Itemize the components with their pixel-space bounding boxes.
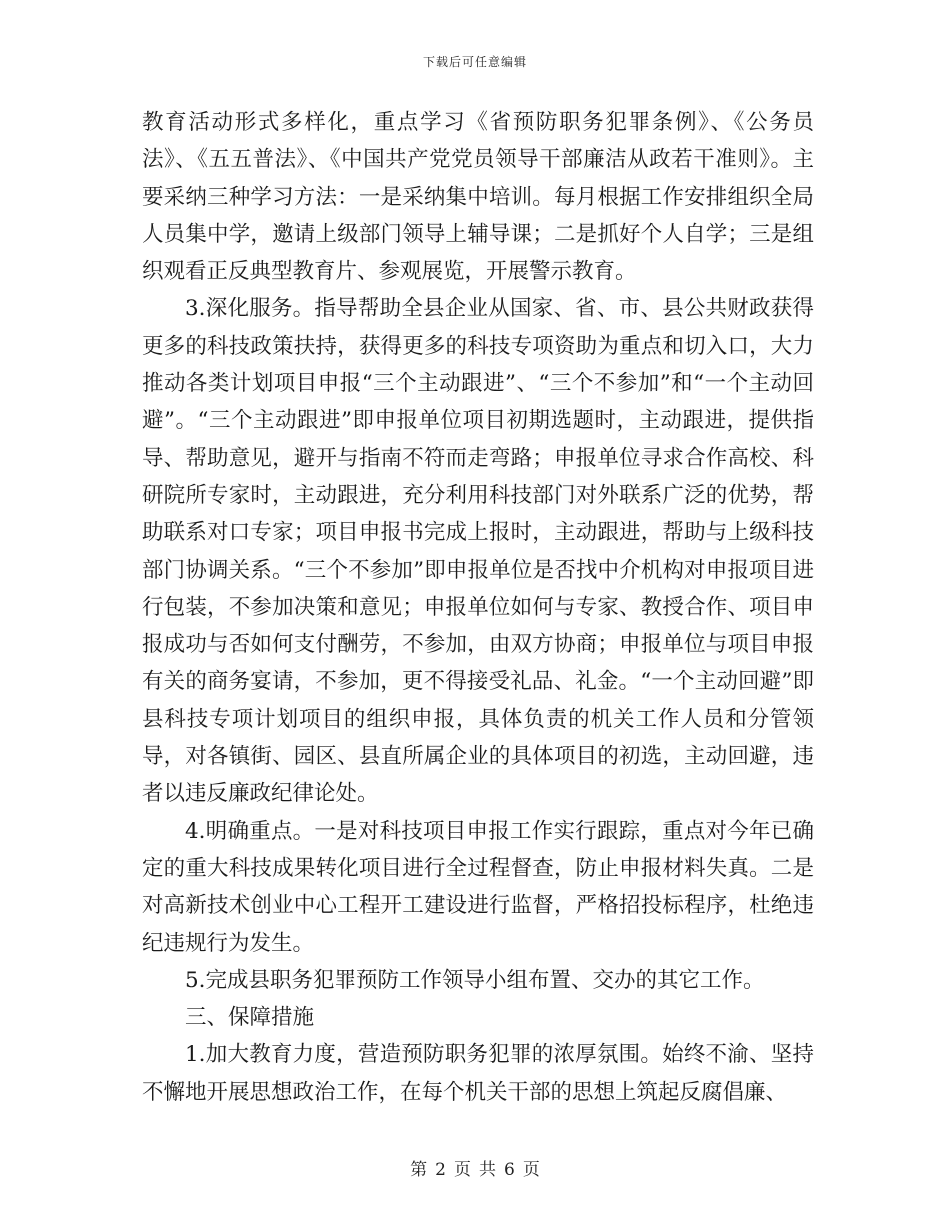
footer-page-word: 页 [454,1160,471,1180]
document-body [142,104,814,1111]
section-heading: 三、保障措施 [185,1005,315,1031]
paragraph-3: 4.明确重点。一是对科技项目申报工作实行跟踪，重点对今年已确定的重大科技成果转化项目进行全过程督查，防止申报材料失真。二是对高新技术创业中心工程开工建设进行监督，严格招投标程序，杜绝违纪违规行为发生。 [142,818,814,956]
footer-suffix: 页 [522,1160,540,1180]
page-header: 下载后可任意编辑 [422,55,527,69]
footer-total-word: 共 [479,1160,496,1180]
footer-prefix: 第 [410,1160,428,1180]
page-footer [0,1155,950,1180]
footer-current-page: 2 [435,1160,446,1180]
paragraph-5: 1.加大教育力度，营造预防职务犯罪的浓厚氛围。始终不渝、坚持不懈地开展思想政治工作，在每个机关干部的思想上筑起反腐倡廉、 [142,1042,814,1105]
footer-total-pages: 6 [504,1160,515,1180]
paragraph-4: 5.完成县职务犯罪预防工作领导小组布置、交办的其它工作。 [185,967,765,993]
paragraph-2: 3.深化服务。指导帮助全县企业从国家、省、市、县公共财政获得更多的科技政策扶持，获得更多的科技专项资助为重点和切入口，大力推动各类计划项目申报“三个主动跟进”、“三个不参加”和“一个主动回避”。“三个主动跟进”即申报单位项目初期选题时，主动跟进，提供指导、帮助意见，避开与指南不符而走弯路；申报单位寻求合作高校、科研院所专家时，主动跟进，充分利用科技部门对外联系广泛的优势，帮助联系对口专家；项目申报书完成上报时，主动跟进，帮助与上级科技部门协调关系。“三个不参加”即申报单位是否找中介机构对申报项目进行包装，不参加决策和意见；申报单位如何与专家、教授合作、项目申报成功与否如何支付酬劳，不参加，由双方协商；申报单位与项目申报有关的商务宴请，不参加，更不得接受礼品、礼金。“一个主动回避”即县科技专项计划项目的组织申报，具体负责的机关工作人员和分管领导，对各镇街、园区、县直所属企业的具体项目的初选，主动回避，违者以违反廉政纪律论处。 [142,296,814,807]
paragraph-1: 教育活动形式多样化，重点学习《省预防职务犯罪条例》、《公务员法》、《五五普法》、《中国共产党党员领导干部廉洁从政若干准则》。主要采纳三种学习方法：一是采纳集中培训。每月根据工作安排组织全局人员集中学，邀请上级部门领导上辅导课；二是抓好个人自学；三是组织观看正反典型教育片、参观展览，开展警示教育。 [142,110,814,285]
